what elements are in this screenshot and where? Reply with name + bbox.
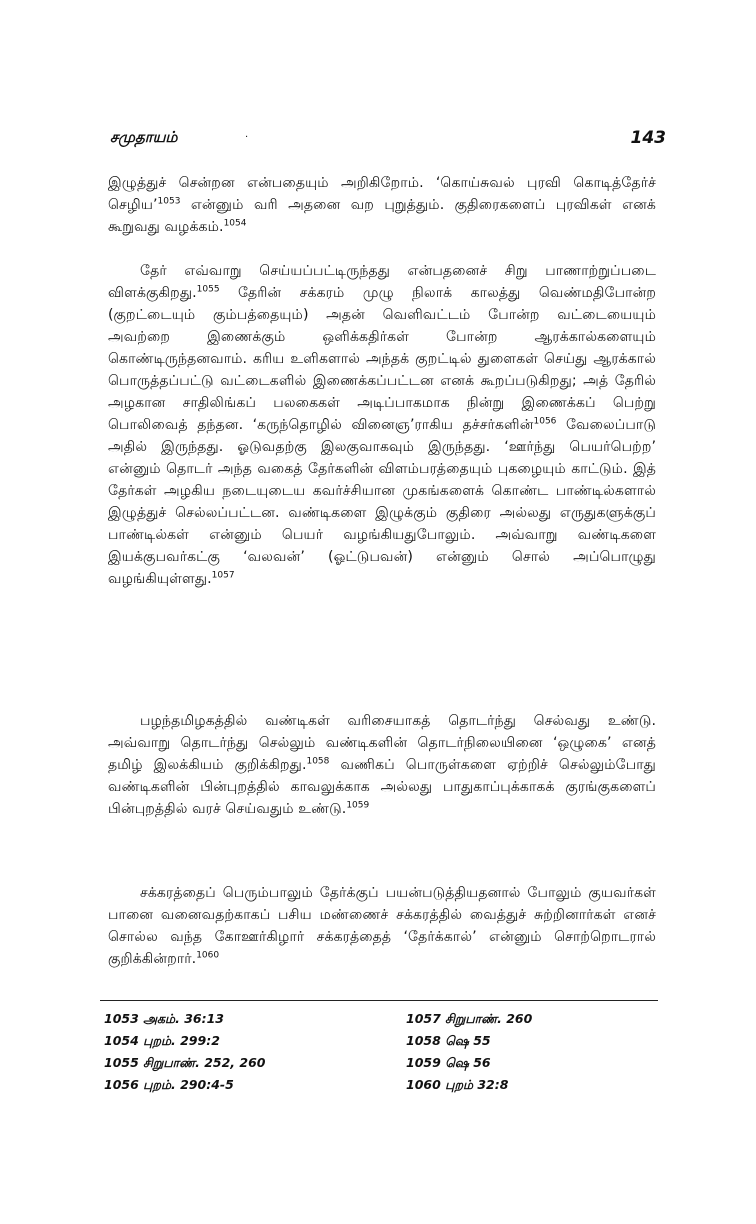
paragraph-text: பழந்தமிழகத்தில் வண்டிகள் வரிசையாகத் தொடர்ந்து செல்வது உண்டு. அவ்வாறு தொடர்ந்து செல்லும் வண்டிகளின் தொடர்நிலையினை ‘ஒழுகை’ எனத் தமிழ் இலக்கியம் குறிக்கிறது.	[108, 713, 656, 773]
paragraph-text: வேலைப்பாடு அதில் இருந்தது. ஓடுவதற்கு இலகுவாகவும் இருந்தது. ‘ஊர்ந்து பெயர்பெற்ற’ என்னும் தொடர் அந்த வகைத் தேர்களின் விளம்பரத்தையும் புகழையும் காட்டும். இத் தேர்கள் அழகிய நடையுடைய கவர்ச்சியான முகங்களைக் கொண்ட பாண்டில்களால் இழுத்துச் செல்லப்பட்டன. வண்டிகளை இழுக்கும் குதிரை அல்லது எருதுகளுக்குப் பாண்டில்கள் என்னும் பெயர் வழங்கியதுபோலும். அவ்வாறு வண்டிகளை இயக்குபவர்கட்கு ‘வலவன்’ (ஓட்டுபவன்) என்னும் சொல் அப்பொழுது வழங்கியுள்ளது.	[108, 417, 656, 587]
footnote-divider	[100, 1000, 658, 1001]
footnote-ref: 1060	[196, 950, 220, 961]
footnote-ref: 1053	[157, 196, 181, 207]
footnote-item: 1054 புறம். 299:2	[104, 1033, 220, 1048]
page-number: 143	[630, 128, 666, 148]
paragraph-4	[108, 882, 656, 970]
footnote-ref: 1059	[346, 800, 370, 811]
page-header	[110, 128, 666, 156]
footnote-item: 1056 புறம். 290:4-5	[104, 1077, 234, 1092]
footnote-ref: 1058	[306, 756, 330, 767]
paragraph-2	[108, 260, 656, 590]
footnote-item: 1053 அகம். 36:13	[104, 1011, 224, 1026]
header-dot: ·	[245, 132, 249, 143]
paragraph-1	[108, 172, 656, 238]
footnotes-left-column	[104, 1008, 384, 1096]
paragraph-3	[108, 710, 656, 820]
footnote-item: 1059 ஷெ 56	[406, 1055, 491, 1070]
footnote-ref: 1055	[196, 284, 220, 295]
footnote-item: 1057 சிறுபாண். 260	[406, 1011, 533, 1026]
footnote-item: 1060 புறம் 32:8	[406, 1077, 509, 1092]
paragraph-text: தேரின் சக்கரம் முழு நிலாக் காலத்து வெண்மதிபோன்ற (குறட்டையும் கும்பத்தையும்) அதன் வெளிவட்டம் போன்ற வட்டையையும் அவற்றை இணைக்கும் ஒளிக்கதிர்கள் போன்ற ஆரக்கால்களையும் கொண்டிருந்தனவாம். கரிய உளிகளால் அந்தக் குறட்டில் துளைகள் செய்து ஆரக்கால் பொருத்தப்பட்டு வட்டைகளில் இணைக்கப்பட்டன எனக் கூறப்படுகிறது; அத் தேரில் அழகான சாதிலிங்கப் பலகைகள் அடிப்பாகமாக நின்று இணைக்கப் பெற்று பொலிவைத் தந்தன. ‘கருந்தொழில் வினைஞ’ராகிய தச்சர்களின்	[108, 285, 656, 433]
running-title: சமுதாயம்	[110, 128, 178, 146]
paragraph-text: சக்கரத்தைப் பெரும்பாலும் தேர்க்குப் பயன்படுத்தியதனால் போலும் குயவர்கள் பானை வனைவதற்காகப் பசிய மண்ணைச் சக்கரத்தில் வைத்துச் சுற்றினார்கள் எனச் சொல்ல வந்த கோஊர்கிழார் சக்கரத்தைத் ‘தேர்க்கால்’ என்னும் சொற்றொடரால் குறிக்கின்றார்.	[108, 885, 656, 967]
paragraph-text: தேர் எவ்வாறு செய்யப்பட்டிருந்தது என்பதனைச் சிறு பாணாற்றுப்படை விளக்குகிறது.	[108, 263, 656, 301]
footnote-item: 1058 ஷெ 55	[406, 1033, 491, 1048]
footnote-item: 1055 சிறுபாண். 252, 260	[104, 1055, 266, 1070]
paragraph-text: இழுத்துச் சென்றன என்பதையும் அறிகிறோம். ‘கொய்சுவல் புரவி கொடித்தேர்ச் செழிய’	[108, 175, 656, 213]
footnote-ref: 1056	[533, 416, 557, 427]
paragraph-text: என்னும் வரி அதனை வற புறுத்தும். குதிரைகளைப் புரவிகள் எனக் கூறுவது வழக்கம்.	[108, 197, 656, 235]
footnotes-right-column	[406, 1008, 686, 1096]
footnote-ref: 1057	[211, 570, 235, 581]
footnote-ref: 1054	[223, 218, 247, 229]
paragraph-text: வணிகப் பொருள்களை ஏற்றிச் செல்லும்போது வண்டிகளின் பின்புறத்தில் காவலுக்காக அல்லது பாதுகாப்புக்காகக் குரங்குகளைப் பின்புறத்தில் வரச் செய்வதும் உண்டு.	[108, 757, 656, 817]
